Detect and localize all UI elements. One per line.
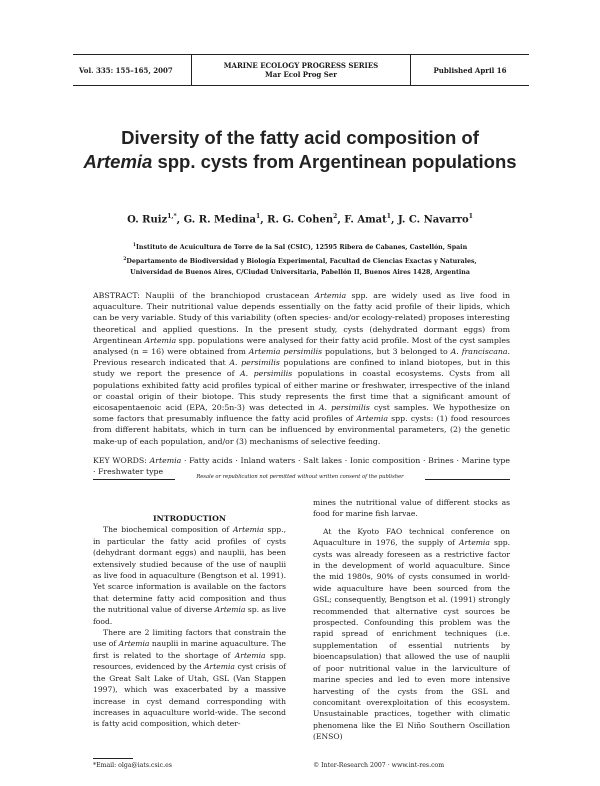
text-segment: The biochemical composition of — [103, 525, 233, 535]
text-segment: There are 2 limiting factors that constrain the use of — [93, 628, 286, 649]
affiliation-2 — [100, 254, 500, 268]
affiliations — [100, 240, 500, 279]
column-right — [313, 497, 510, 743]
abstract — [93, 290, 510, 477]
text-segment: spp. cysts was already foreseen as a restrictive factor in the development of world aquaculture. Since the mid 1980s, 90% of cysts consumed in world-wide aquaculture have been sourced from the GSL; consequently, Bengtson et al. (1991) strongly recommended that alternative cyst sources be prospected. Confounding this problem was the rapid spread of enrichment techniques (i.e. supplementation of essential nutrients by bioencapsulation) that allowed the use of nauplii of poor nutritional value in the larviculture of marine species and led to even more intensive harvesting of the cysts from the GSL and concomitant overexploitation of this ecosystem. Unsustainable practices, together with climatic phenomena like the El Niño Southern Oscillation (ENSO) — [313, 538, 510, 742]
abstract-segment: cyst samples. We hypothesize on some factors that presumably influence the fatty acid profiles of — [93, 403, 510, 424]
abstract-italic: A. franciscana — [450, 347, 508, 357]
author-affil-mark: 1,* — [167, 213, 177, 220]
column-left — [93, 513, 286, 730]
keywords-label: KEY WORDS: — [93, 455, 147, 465]
author-list: O. Ruiz$^{1,*}$, G. R. Medina$^1$, R. G. Cohen$^2$, F. Amat$^1$, J. C. Navarro$^1$ — [127, 213, 473, 226]
text-italic: Artemia — [204, 662, 235, 672]
title-line-1: Diversity of the fatty acid composition of — [121, 127, 479, 148]
author-affil-mark: 2 — [333, 213, 338, 220]
volume-info: Vol. 335: 155–165, 2007 — [79, 65, 173, 75]
abstract-italic: Artemia — [314, 291, 347, 300]
text-segment: nauplii in marine aquaculture. The first is related to the shortage of — [93, 639, 286, 660]
abstract-label: ABSTRACT: — [93, 291, 140, 300]
affiliation-text: Departamento de Biodiversidad y Biología Experimental, Facultad de Ciencias Exactas y Naturales, — [126, 257, 477, 265]
text-segment: cyst crisis of the Great Salt Lake of Utah, GSL (Van Stappen 1997), which was exacerbated by a massive increase in cyst demand corresponding with increases in aquaculture world-wide. The second is fatty acid composition, which deter- — [93, 662, 286, 729]
affiliation-2-cont: Universidad de Buenos Aires, C/Ciudad Universitaria, Pabellón II, Buenos Aires 1428, Argentina — [130, 269, 470, 277]
title-line-2-rest: spp. cysts from Argentinean populations — [152, 151, 517, 172]
abstract-italic: A. persimilis — [318, 403, 370, 413]
abstract-segment: populations in coastal ecosystems. Cysts from all populations exhibited fatty acid profiles typical of either marine or freshwater, irrespective of the inland or coastal origin of their biotope. This study represents the first time that a significant amount of eicosapentaenoic acid (EPA, 20:5n-3) was detected in — [93, 369, 510, 413]
text-segment: spp. resources, evidenced by the — [93, 650, 286, 672]
abstract-segment: populations are confined to inland biotopes, but in this study we report the presence of — [93, 358, 510, 379]
abstract-segment: Nauplii of the branchiopod crustacean — [139, 291, 315, 300]
abstract-segment: . Previous research indicated that — [93, 347, 511, 368]
abstract-italic: A. persimilis — [239, 369, 293, 379]
author-name: R. G. Cohen — [267, 214, 334, 226]
author-name: G. R. Medina — [183, 214, 257, 226]
publication-date: Published April 16 — [433, 65, 507, 75]
journal-abbreviation: Mar Ecol Prog Ser — [265, 70, 337, 79]
divider-left — [93, 479, 175, 480]
author-name: J. C. Navarro — [397, 214, 469, 226]
divider-right — [425, 479, 510, 480]
text-italic: Artemia — [118, 639, 150, 649]
text-segment: sp. as live food. — [93, 605, 287, 626]
affiliation-number: 1 — [132, 243, 136, 248]
footnote-rule — [93, 758, 133, 759]
text-segment: At the Kyoto FAO technical conference on Aquaculture in 1976, the supply of — [313, 526, 510, 548]
section-heading: INTRODUCTION — [153, 514, 226, 523]
journal-name-block — [191, 55, 411, 85]
paragraph — [93, 627, 286, 730]
corresponding-email: *Email: olga@iats.csic.es — [93, 762, 172, 769]
abstract-italic: Artemia — [144, 335, 177, 345]
abstract-italic: Artemia persimilis — [248, 347, 323, 357]
author-affil-mark: 1 — [468, 213, 473, 220]
journal-name: MARINE ECOLOGY PROGRESS SERIES — [223, 61, 379, 70]
paragraph: mines the nutritional value of different stocks as food for marine fish larvae. — [313, 498, 510, 519]
text-segment: spp., in particular the fatty acid profiles of cysts (dehydrant dormant eggs) and nauplii, has been extensively studied because of the use of nauplii as live food in aquaculture (Bengtson et al. 1991). Yet scarce information is available on the factors that determine fatty acid composition and thus the nutritional value of diverse — [93, 525, 286, 615]
author-affil-mark: 1 — [386, 213, 391, 220]
text-italic: Artemia — [234, 650, 266, 660]
title-genus: Artemia — [83, 151, 153, 172]
affiliation-text: Instituto de Acuicultura de Torre de la Sal (CSIC), 12595 Ribera de Cabanes, Castellón, Spain — [135, 244, 468, 252]
paper-title — [0, 126, 600, 174]
title-line-2 — [0, 150, 600, 174]
abstract-segment: populations, but 3 belonged to — [322, 347, 451, 357]
text-italic: Artemia — [232, 525, 264, 535]
keyword-italic: Artemia — [149, 455, 182, 465]
author-name: F. Amat — [344, 214, 387, 226]
resale-notice: Resale or republication not permitted without written consent of the publisher — [196, 474, 404, 480]
copyright: © Inter-Research 2007 · www.int-res.com — [313, 762, 445, 769]
text-italic: Artemia — [459, 538, 490, 548]
abstract-segment: spp. populations were analysed for their fatty acid profile. Most of the cyst samples analysed (n = 16) were obtained from — [93, 335, 510, 357]
paragraph — [313, 526, 510, 743]
text-italic: Artemia — [214, 605, 246, 615]
abstract-segment: spp. are widely used as live food in aquaculture. Their nutritional value depends essentially on the fatty acid profile of their lipids, which can be very variable. Study of this variability (often species- and/or ecology-related) proposes interesting theoretical and applied questions. In the present study, cysts (dehydrated dormant eggs) from Argentinean — [93, 291, 511, 345]
abstract-segment: spp. cysts: (1) food resources from different habitats, which in turn can be influenced by environmental parameters, (2) the genetic make-up of each population, and/or (3) mechanisms of selective feeding. — [93, 414, 510, 446]
abstract-italic: A. persimilis — [229, 358, 280, 368]
affiliation-number: 2 — [123, 256, 127, 262]
keywords-list: · Fatty acids · Inland waters · Salt lakes · Ionic composition · Brines · Marine type · Freshwater type — [93, 455, 510, 477]
abstract-italic: Artemia — [356, 414, 388, 424]
journal-header — [73, 54, 529, 86]
abstract-text — [93, 290, 510, 447]
author-affil-mark: 1 — [256, 213, 261, 220]
author-name: O. Ruiz — [127, 214, 168, 226]
paragraph — [93, 524, 286, 627]
affiliation-1 — [100, 240, 500, 254]
